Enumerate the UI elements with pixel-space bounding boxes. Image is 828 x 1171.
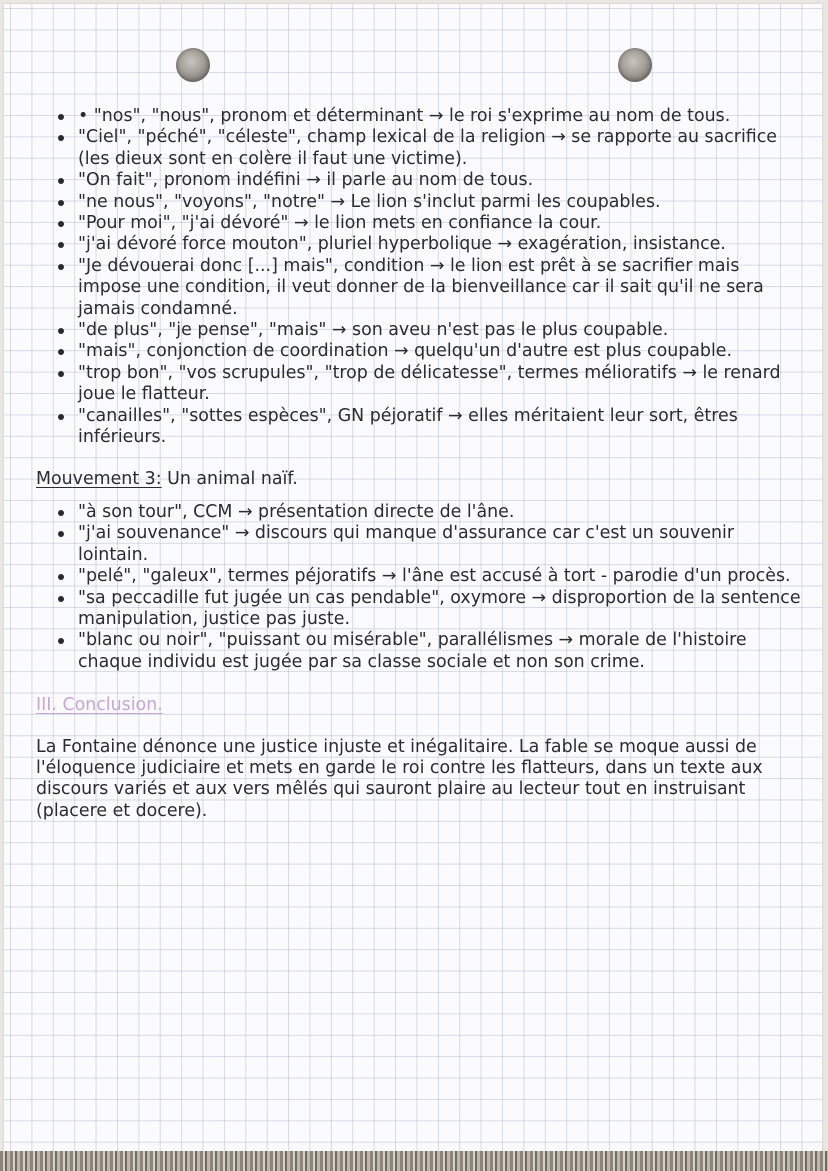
binder-hole-right bbox=[618, 48, 652, 82]
note-item: "à son tour", CCM → présentation directe de l'âne. bbox=[36, 502, 806, 523]
note-item: "sa peccadille fut jugée un cas pendable", oxymore → disproportion de la sentence manipulation, justice pas juste. bbox=[36, 588, 806, 631]
note-item: "de plus", "je pense", "mais" → son aveu n'est pas le plus coupable. bbox=[36, 320, 806, 341]
note-item: "canailles", "sottes espèces", GN péjoratif → elles méritaient leur sort, êtres inférieurs. bbox=[36, 406, 806, 449]
note-item: "trop bon", "vos scrupules", "trop de délicatesse", termes mélioratifs → le renard joue le flatteur. bbox=[36, 363, 806, 406]
note-item: "blanc ou noir", "puissant ou misérable", parallélismes → morale de l'histoire chaque individu est jugée par sa classe sociale et non son crime. bbox=[36, 630, 806, 673]
notes-list-part2 bbox=[36, 502, 806, 673]
notes-list-part1 bbox=[36, 106, 806, 449]
note-item: "pelé", "galeux", termes péjoratifs → l'âne est accusé à tort - parodie d'un procès. bbox=[36, 566, 806, 587]
binder-hole-left bbox=[176, 48, 210, 82]
mouvement-3-label: Mouvement 3: bbox=[36, 468, 162, 489]
conclusion-heading: III. Conclusion. bbox=[36, 695, 163, 716]
mouvement-3-heading bbox=[36, 469, 806, 490]
note-item: "mais", conjonction de coordination → quelqu'un d'autre est plus coupable. bbox=[36, 341, 806, 362]
note-item: "ne nous", "voyons", "notre" → Le lion s'inclut parmi les coupables. bbox=[36, 192, 806, 213]
note-item: "j'ai souvenance" → discours qui manque d'assurance car c'est un souvenir lointain. bbox=[36, 523, 806, 566]
note-item: "On fait", pronom indéfini → il parle au nom de tous. bbox=[36, 170, 806, 191]
conclusion-paragraph: La Fontaine dénonce une justice injuste et inégalitaire. La fable se moque aussi de l'éloquence judiciaire et mets en garde le roi contre les flatteurs, dans un texte aux discours variés et aux vers mêlés qui sauront plaire au lecteur tout en instruisant (placere et docere). bbox=[36, 736, 763, 821]
note-item: "j'ai dévoré force mouton", pluriel hyperbolique → exagération, insistance. bbox=[36, 234, 806, 255]
note-item: "Pour moi", "j'ai dévoré" → le lion mets en confiance la cour. bbox=[36, 213, 806, 234]
notebook-page bbox=[4, 4, 822, 1154]
note-item: "Je dévouerai donc [...] mais", condition → le lion est prêt à se sacrifier mais impose une condition, il veut donner de la bienveillance car il sait qu'il ne sera jamais condamné. bbox=[36, 256, 806, 320]
note-item: • "nos", "nous", pronom et déterminant → le roi s'exprime au nom de tous. bbox=[36, 106, 806, 127]
note-item: "Ciel", "péché", "céleste", champ lexical de la religion → se rapporte au sacrifice (les dieux sont en colère il faut une victime). bbox=[36, 127, 806, 170]
mouvement-3-title: Un animal naïf. bbox=[161, 468, 298, 489]
torn-paper-edge bbox=[0, 1151, 828, 1171]
notes-content bbox=[36, 106, 806, 822]
